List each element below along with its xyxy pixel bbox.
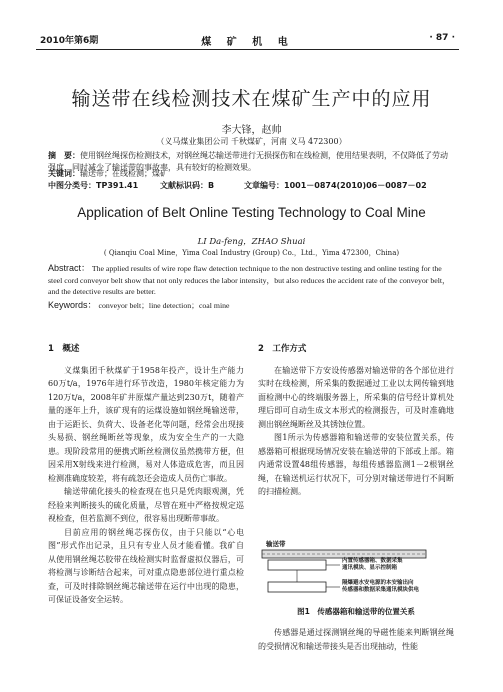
power-supply-shape bbox=[268, 582, 326, 592]
abstract-en-text: The applied results of wire rope flaw detection technique to the non destructive testing and online testing for the steel cord conveyor belt show that not only reduces the labor intensity，but also reduces the accident rate of the conveyor belt，and the detective results are better. bbox=[48, 264, 450, 296]
article-title-cn: 输送带在线检测技术在煤矿生产中的应用 bbox=[71, 88, 432, 110]
article-title-en: Application of Belt Online Testing Technology to Coal Mine bbox=[77, 205, 426, 220]
figure-label-power-supply: 隔爆避水安电源的本安输出向 传感器和数据采集通讯模块供电 bbox=[342, 580, 420, 593]
keywords-en-text: conveyor belt；line detection；coal mine bbox=[98, 301, 230, 310]
abstract-cn-label: 摘 要： bbox=[48, 151, 80, 160]
keywords-cn-label: 关键词： bbox=[48, 169, 80, 178]
keywords-cn-text: 输送带；在线检测；煤矿 bbox=[80, 169, 168, 178]
abstract-cn-text: 使用钢丝绳探伤检测技术，对钢丝绳芯输送带进行无损探伤和在线检测，使用结果表明，不仅降低了劳动强度，同时减少了输送带的事故率，具有较好的检测效果。 bbox=[48, 151, 448, 172]
authors-en: LI Da-feng，ZHAO Shuai bbox=[197, 237, 306, 247]
keywords-cn bbox=[48, 168, 455, 180]
figure-belt-label: 输送带 bbox=[266, 540, 286, 548]
header-rule bbox=[36, 49, 459, 50]
section-1 bbox=[48, 343, 244, 607]
figure-label-sensor-box: 内置传感器箱、数据采集 通讯模块、显示控制箱 bbox=[342, 558, 403, 571]
section-2-paragraph: 图1所示为传感器箱和输送带的安装位置关系，传感器箱可根据现场情况安装在输送带的下部或上部。箱内通常设置48组传感器，每组传感器监测1－2根钢丝绳，在输送机运行状况下，可分别对输送带进行不间断的扫描检测。 bbox=[258, 433, 454, 496]
section-2-paragraph: 在输送带下方安设传感器对输送带的各个部位进行实时在线检测，所采集的数据通过工业以太网传输到地面检测中心的终端服务器上，所采集的信号经计算机处理后即可自动生成文本形式的检测报告，可及时准确地测出钢丝绳断丝及其锈蚀位置。 bbox=[258, 365, 454, 429]
article-number: 文章编号：1001－0874(2010)06－0087－02 bbox=[244, 181, 427, 190]
affiliation-cn: （义马煤业集团公司 千秋煤矿，河南 义马 472300） bbox=[156, 137, 347, 146]
affiliation-en: ( Qianqiu Coal Mine，Yima Coal Industry (Group) Co.，Ltd.，Yima 472300，China) bbox=[103, 249, 400, 257]
document-code: 文献标识码：B bbox=[160, 181, 215, 190]
running-header bbox=[40, 33, 455, 47]
clc-number: 中图分类号：TP391.41 bbox=[48, 181, 139, 190]
section-2-continued bbox=[258, 626, 454, 653]
sensor-box-shape bbox=[268, 560, 326, 570]
section-1-paragraph: 义煤集团千秋煤矿于1958年投产，设计生产能力60万t/a，1976年进行环节改造，1980年核定能力为120万t/a，2008年矿井原煤产量达到230万t，随着产量的逐年上升，该矿现有的运煤设施如钢丝绳输送带，由于运距长、负荷大、设备老化等问题，经常会出现接头易损、钢丝绳断丝等现象，成为安全生产的一大隐患。现阶段常用的便携式断丝检测仪虽然携带方便，但因采用X射线来进行检测，易对人体造成危害，而且因检测准确度较差，将有疏忽还会造成人员伤亡事故。 bbox=[48, 365, 244, 483]
journal-name: 煤 矿 机 电 bbox=[201, 37, 294, 48]
issue-label: 2010年第6期 bbox=[40, 36, 99, 46]
page-number: · 87 · bbox=[429, 33, 455, 43]
section-2 bbox=[258, 343, 454, 499]
section-2-heading: 2 工作方式 bbox=[258, 344, 307, 354]
section-1-paragraph: 输送带硫化接头的检查现在也只是凭肉眼观测，凭经验来判断接头的硫化质量，尽管在班中严格按规定巡视检查，但若监测不到位，很容易出现断带事故。 bbox=[48, 487, 244, 523]
keywords-en-label: Keywords： bbox=[48, 300, 97, 310]
keywords-en bbox=[48, 300, 455, 312]
abstract-en bbox=[48, 263, 455, 298]
section-1-heading: 1 概述 bbox=[48, 344, 80, 354]
figure-caption: 图1 传感器箱和输送带的位置关系 bbox=[297, 607, 415, 616]
section-2-paragraph: 传感器是通过探测钢丝绳的导磁性能来判断钢丝绳的受损情况和输送带接头是否出现抽动，性能 bbox=[258, 628, 454, 651]
abstract-en-label: Abstract： bbox=[48, 263, 91, 273]
section-1-paragraph: 目前应用的钢丝绳芯探伤仪，由于只能以“心电图”形式作出记录，且只有专业人员才能看懂。我矿自从使用钢丝绳芯胶带在线检测实时监督虚拟仪器后，可将检测与诊断结合起来，可对重点隐患部位进行重点检查，可及时排除钢丝绳芯输送带在运行中出现的隐患，可保证设备安全运转。 bbox=[48, 527, 244, 604]
authors-cn: 李大锋，赵帅 bbox=[221, 125, 282, 136]
